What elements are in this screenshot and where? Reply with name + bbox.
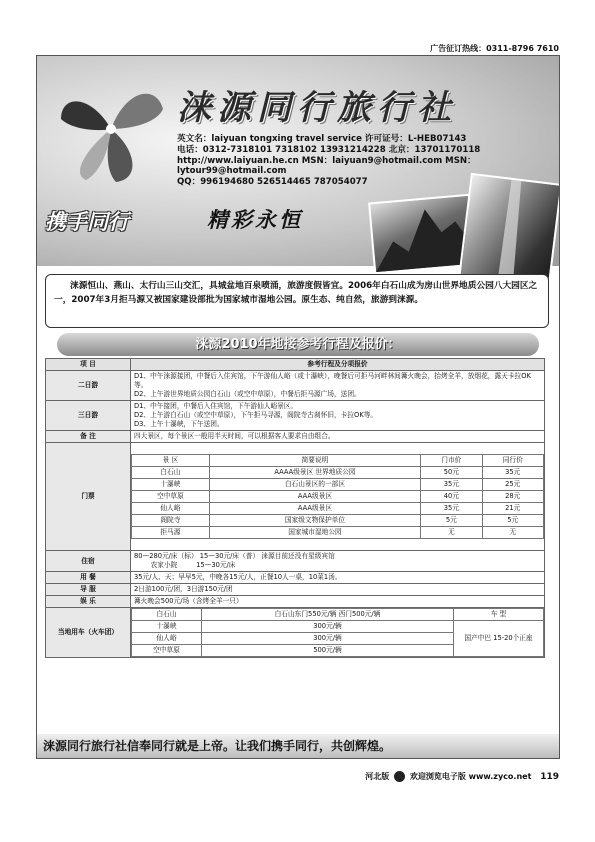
ticket-spot: 十瀑峡 <box>132 479 210 491</box>
ticket-spot: 阁院寺 <box>132 515 210 527</box>
table-row <box>132 503 544 515</box>
three-day-label: 三日游 <box>46 401 131 431</box>
contact-line: lytour99@hotmail.com <box>177 166 287 177</box>
note-label: 备 注 <box>46 431 131 443</box>
ticket-trade: 35元 <box>482 467 543 479</box>
table-row <box>132 479 544 491</box>
car-price: 白石山东门550元/辆 西门500元/辆 <box>202 609 454 621</box>
ticket-desc: AAAA级景区 世界地质公园 <box>209 467 420 479</box>
table-row <box>132 621 544 633</box>
note-text: 四大景区，每个景区一般用半天时间，可以根据客人要求自由组合。 <box>131 431 545 443</box>
ticket-spot: 白石山 <box>132 467 210 479</box>
col-header-detail: 参考行程及分项报价 <box>131 359 545 371</box>
pinwheel-logo-icon <box>51 74 171 184</box>
car-price: 300元/辆 <box>202 633 454 645</box>
ad-hotline: 广告征订热线：0311-8796 7610 <box>430 44 559 53</box>
ticket-retail: 50元 <box>421 467 482 479</box>
ticket-header: 同行价 <box>482 455 543 467</box>
ticket-trade: 5元 <box>482 515 543 527</box>
edition-label: 河北版 <box>365 772 390 781</box>
stay-hotel: 80—280元/床（标） 15—30元/床（普） 涞源目前还没有星级宾馆 <box>134 552 335 560</box>
car-label: 当地用车（火车团） <box>46 608 131 658</box>
car-type: 国产中巴 15-20个正座 <box>454 621 544 657</box>
table-row <box>132 467 544 479</box>
table-row <box>132 515 544 527</box>
website-text: 欢迎浏览电子版 www.zyco.net <box>409 772 532 781</box>
ticket-trade: 无 <box>482 527 543 539</box>
table-row <box>132 527 544 539</box>
ticket-table <box>131 454 544 539</box>
contact-line: http://www.laiyuan.he.cn MSN：laiyuan9@hotmail.com MSN： <box>177 155 476 166</box>
car-price: 500元/辆 <box>202 645 454 657</box>
ticket-label: 门票 <box>46 443 131 551</box>
ticket-header: 景 区 <box>132 455 210 467</box>
ticket-retail: 35元 <box>421 479 482 491</box>
meal-text: 35元/人、天；早早5元，中晚各15元/人，正餐10人一桌，10菜1汤。 <box>131 572 545 584</box>
entertainment-label: 娱 乐 <box>46 596 131 608</box>
ticket-desc: AAA级景区 <box>209 491 420 503</box>
slogan-hand-in-hand: 携手同行 <box>45 209 129 234</box>
guide-text: 2日游100元/团，3日游150元/团 <box>131 584 545 596</box>
ticket-trade: 25元 <box>482 479 543 491</box>
stay-cell <box>131 551 545 572</box>
ticket-spot: 拒马源 <box>132 527 210 539</box>
ticket-desc: 国家城市湿地公园 <box>209 527 420 539</box>
stay-farmhouse <box>134 561 541 570</box>
meal-label: 用 餐 <box>46 572 131 584</box>
agency-name: 涞源同行旅行社 <box>177 88 457 128</box>
two-day-itinerary <box>131 371 545 401</box>
ticket-trade: 21元 <box>482 503 543 515</box>
guide-label: 导 服 <box>46 584 131 596</box>
ticket-spot: 空中草原 <box>132 491 210 503</box>
ticket-header: 门市价 <box>421 455 482 467</box>
ad-frame <box>36 55 560 759</box>
car-cell <box>131 608 545 658</box>
stay-label: 住宿 <box>46 551 131 572</box>
itinerary-line: D1、中午涞源接团，中餐后入住宾馆，下午游仙人峪（或十瀑峡），晚餐后可拒马河畔林间篝火晚会，抬烤全羊，放烟花，露天卡拉OK等。 <box>134 372 531 389</box>
car-price: 300元/辆 <box>202 621 454 633</box>
ticket-desc: 白石山景区的一部区 <box>209 479 420 491</box>
itinerary-line: D2、上午游白石山（或空中草原），下午拒马寻源，阁院寺古刹怀旧，卡拉OK等。 <box>134 411 378 419</box>
table-row <box>132 491 544 503</box>
car-table <box>131 608 544 657</box>
ticket-cell <box>131 443 545 551</box>
intro-paragraph: 涞源恒山、燕山、太行山三山交汇，具城盆地百泉喷涌，旅游度假皆宜。2006年白石山成为房山世界地质公园八大园区之一，2007年3月拒马源又被国家建设部批为国家城市湿地公园。原生态、纯自然，旅游到涞源。 <box>45 274 549 328</box>
ticket-retail: 无 <box>421 527 482 539</box>
itinerary-line: D3、上午十瀑峡，下午送团。 <box>134 420 224 428</box>
two-day-label: 二日游 <box>46 371 131 401</box>
col-header-item: 项 目 <box>46 359 131 371</box>
ticket-retail: 35元 <box>421 503 482 515</box>
table-row <box>132 609 544 621</box>
header-banner <box>37 56 559 266</box>
contact-line: QQ：996194680 526514465 787054077 <box>177 177 368 188</box>
car-spot: 仙人峪 <box>132 633 202 645</box>
itinerary-line: D1、中午接团，中餐后入住宾馆，下午游仙人峪景区。 <box>134 402 298 410</box>
three-day-itinerary <box>131 401 545 431</box>
stay-farmhouse-name: 农家小院 <box>150 561 178 569</box>
ticket-spot: 仙人峪 <box>132 503 210 515</box>
contact-line: 英文名：laiyuan tongxing travel service 许可证号：L-HEB07143 <box>177 134 467 144</box>
itinerary-table <box>45 358 545 658</box>
page-number: 119 <box>540 772 559 782</box>
slogan-wonderful: 精彩永恒 <box>207 207 303 232</box>
bottom-slogan: 涞源同行旅行社信奉同行就是上帝。让我们携手同行，共创辉煌。 <box>37 734 559 758</box>
ticket-retail: 5元 <box>421 515 482 527</box>
page-footer <box>365 771 559 782</box>
ticket-desc: 国家级文物保护单位 <box>209 515 420 527</box>
ticket-trade: 28元 <box>482 491 543 503</box>
ticket-retail: 40元 <box>421 491 482 503</box>
ticket-desc: AAA级景区 <box>209 503 420 515</box>
car-spot: 空中草原 <box>132 645 202 657</box>
publisher-logo-icon <box>394 771 405 782</box>
stay-farmhouse-price: 15—30元/床 <box>196 561 236 569</box>
itinerary-line: D2、上午游世界地质公园白石山（或空中草原），中餐后拒马源广场，送团。 <box>134 390 361 398</box>
car-spot: 白石山 <box>132 609 202 621</box>
entertainment-text: 篝火晚会500元/场（含烤全羊一只） <box>131 596 545 608</box>
contact-line: 电话：0312-7318101 7318102 13931214228 北京：13701170118 <box>177 144 481 155</box>
car-spot: 十瀑峡 <box>132 621 202 633</box>
ticket-header: 简要说明 <box>209 455 420 467</box>
car-type-header: 车 型 <box>454 609 544 621</box>
itinerary-title: 涞源2010年地接参考行程及报价： <box>57 333 539 356</box>
